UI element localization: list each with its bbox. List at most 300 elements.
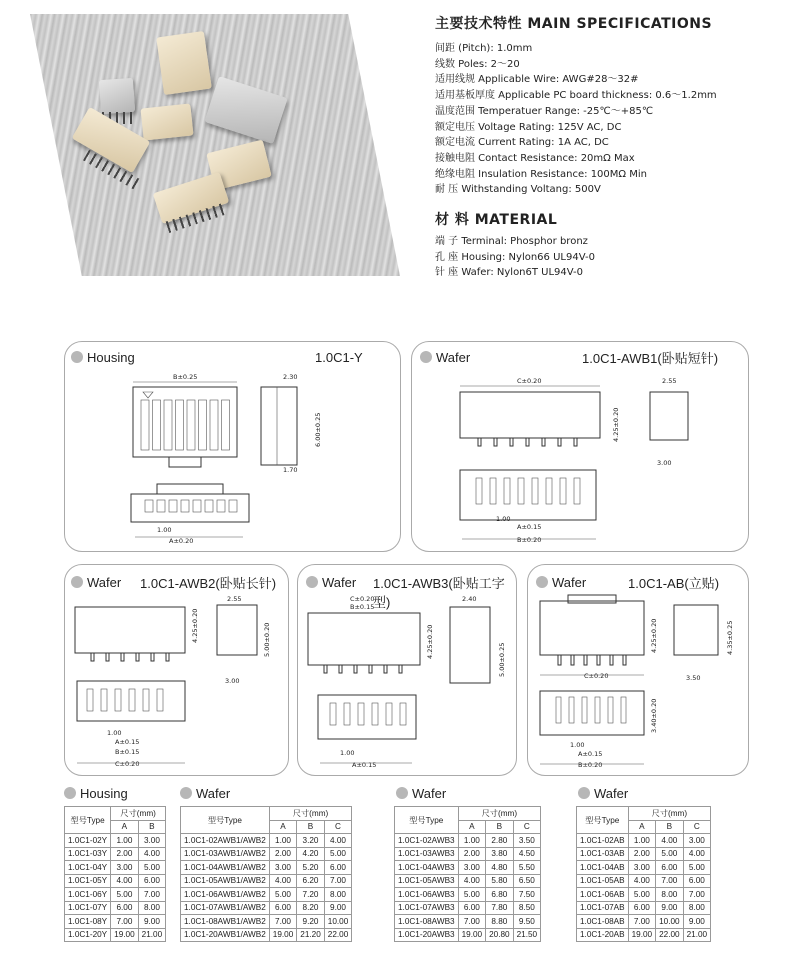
table-cell: 5.00: [628, 888, 656, 902]
table-cell: 10.00: [324, 915, 352, 929]
table-cell: 6.00: [683, 874, 711, 888]
table-cell: 21.00: [138, 928, 166, 942]
pin-shape: [344, 703, 350, 725]
table-cell: 1.0C1-05AWB1/AWB2: [181, 874, 270, 888]
table-cell: 6.20: [297, 874, 325, 888]
dim-300: 3.00: [657, 459, 672, 467]
pin-shape: [518, 478, 524, 504]
table-cell: 1.0C1-20AWB3: [395, 928, 459, 942]
table-cell: 9.00: [683, 915, 711, 929]
table-row: [395, 901, 541, 915]
table-cell: 3.00: [111, 861, 139, 875]
pin-shape: [476, 478, 482, 504]
pin-shape: [595, 697, 600, 723]
dim-a: A±0.15: [115, 738, 140, 746]
table-cell: 19.00: [111, 928, 139, 942]
size-header: 尺寸(mm): [111, 807, 166, 821]
column-header: A: [628, 820, 656, 834]
pin-shape: [151, 653, 154, 661]
column-header: B: [486, 820, 514, 834]
table-cell: 5.00: [458, 888, 486, 902]
pin-shape: [546, 478, 552, 504]
pin-shape: [372, 703, 378, 725]
table-cell: 7.20: [297, 888, 325, 902]
spec-line: 额定电流 Current Rating: 1A AC, DC: [435, 137, 609, 149]
pin-shape: [504, 478, 510, 504]
awb3-table-title: Wafer: [396, 786, 446, 801]
spec-line: 线数 Poles: 2～20: [435, 58, 520, 70]
pin-shape: [584, 655, 587, 665]
pin-shape: [558, 655, 561, 665]
table-cell: 1.0C1-06AWB3: [395, 888, 459, 902]
table-cell: 1.0C1-04AWB3: [395, 861, 459, 875]
table-row: [577, 915, 711, 929]
table-cell: 4.00: [269, 874, 297, 888]
table-row: [65, 888, 166, 902]
table-cell: 1.0C1-05AWB3: [395, 874, 459, 888]
table-cell: 3.80: [486, 847, 514, 861]
table-row: [395, 928, 541, 942]
awb1-panel-title: Wafer: [420, 350, 470, 365]
table-cell: 1.0C1-02Y: [65, 834, 111, 848]
awb12-table-title: Wafer: [180, 786, 230, 801]
table-cell: 3.20: [297, 834, 325, 848]
dim-a: A±0.15: [352, 761, 377, 769]
table-row: [65, 861, 166, 875]
table-row: [65, 928, 166, 942]
awb2-panel-title: Wafer: [71, 575, 121, 590]
column-header: B: [656, 820, 684, 834]
table-cell: 1.0C1-07AWB3: [395, 901, 459, 915]
pin-shape: [143, 689, 149, 711]
dim-c: C±0.20: [115, 760, 140, 768]
table-cell: 5.80: [486, 874, 514, 888]
dim-a: A±0.15: [578, 750, 603, 758]
ab-panel-model: 1.0C1-AB(立贴): [628, 576, 720, 591]
table-cell: 1.0C1-02AB: [577, 834, 629, 848]
pin-shape: [621, 697, 626, 723]
table-cell: 4.00: [324, 834, 352, 848]
size-header: 尺寸(mm): [458, 807, 541, 821]
pin-shape: [369, 665, 372, 673]
pin-shape: [610, 655, 613, 665]
dim-100: 1.00: [570, 741, 585, 749]
dim-b: B±0.20: [578, 761, 603, 769]
pin-shape: [597, 655, 600, 665]
pin-shape: [354, 665, 357, 673]
pin-shape: [490, 478, 496, 504]
bullet-dot-icon: [180, 787, 192, 799]
pin-shape: [582, 697, 587, 723]
table-cell: 4.50: [513, 847, 541, 861]
spec-line: 适用基板厚度 Applicable PC board thickness: 0.6～1.2mm: [435, 90, 717, 102]
table-cell: 1.0C1-06Y: [65, 888, 111, 902]
table-row: [577, 834, 711, 848]
table-row: [395, 888, 541, 902]
table-cell: 2.00: [458, 847, 486, 861]
pin-shape: [210, 400, 218, 450]
column-header: C: [324, 820, 352, 834]
table-cell: 8.20: [297, 901, 325, 915]
table-row: [577, 928, 711, 942]
table-row: [577, 901, 711, 915]
spec-line: 绝缘电阻 Insulation Resistance: 100MΩ Min: [435, 168, 647, 180]
pin-shape: [136, 653, 139, 661]
table-cell: 6.00: [656, 861, 684, 875]
awb3-panel-title: Wafer: [306, 575, 356, 590]
dim-100: 1.00: [157, 526, 172, 534]
table-cell: 1.0C1-20AWB1/AWB2: [181, 928, 270, 942]
pin-shape: [560, 478, 566, 504]
table-cell: 2.00: [111, 847, 139, 861]
table-cell: 1.0C1-07Y: [65, 901, 111, 915]
bullet-dot-icon: [578, 787, 590, 799]
pin-shape: [91, 653, 94, 661]
product-photo: [30, 14, 400, 276]
pin-shape: [571, 655, 574, 665]
pin-shape: [384, 665, 387, 673]
table-cell: 7.00: [324, 874, 352, 888]
pin-shape: [106, 653, 109, 661]
table-cell: 1.0C1-07AB: [577, 901, 629, 915]
pin-shape: [101, 689, 107, 711]
table-cell: 8.00: [656, 888, 684, 902]
table-cell: 21.50: [513, 928, 541, 942]
table-row: [181, 888, 352, 902]
dim-b: B±0.20: [517, 536, 542, 544]
dim-255: 2.55: [662, 377, 677, 385]
table-cell: 5.50: [513, 861, 541, 875]
table-cell: 7.00: [683, 888, 711, 902]
awb1-panel-model: 1.0C1-AWB1(卧贴短针): [582, 351, 719, 366]
dim-c: C±0.20: [517, 377, 542, 385]
ab-drawing: [528, 565, 748, 775]
dim-300: 3.00: [225, 677, 240, 685]
table-cell: 9.50: [513, 915, 541, 929]
dim-240: 2.40: [462, 595, 477, 603]
table-row: [395, 915, 541, 929]
table-row: [181, 915, 352, 929]
table-cell: 6.00: [324, 861, 352, 875]
table-row: [65, 874, 166, 888]
pin-shape: [169, 500, 177, 512]
dim-500: 5.00±0.20: [263, 622, 271, 657]
pin-shape: [115, 689, 121, 711]
dim-425: 4.25±0.20: [426, 624, 434, 659]
table-cell: 6.80: [486, 888, 514, 902]
pin-shape: [205, 500, 213, 512]
table-cell: 1.0C1-08Y: [65, 915, 111, 929]
table-cell: 1.00: [111, 834, 139, 848]
dim-170: 1.70: [283, 466, 298, 474]
table-cell: 1.0C1-06AB: [577, 888, 629, 902]
table-cell: 1.0C1-03AWB1/AWB2: [181, 847, 270, 861]
awb12-table: [180, 806, 352, 942]
pin-shape: [199, 400, 207, 450]
pin-shape: [556, 697, 561, 723]
ab-panel-title: Wafer: [536, 575, 586, 590]
pin-shape: [608, 697, 613, 723]
pin-shape: [358, 703, 364, 725]
dim-350: 3.50: [686, 674, 701, 682]
dim-425: 4.25±0.20: [650, 618, 658, 653]
awb3-table: [394, 806, 541, 942]
table-row: [577, 874, 711, 888]
table-cell: 21.20: [297, 928, 325, 942]
table-row: [395, 874, 541, 888]
table-row: [181, 928, 352, 942]
table-cell: 1.0C1-06AWB1/AWB2: [181, 888, 270, 902]
ab-drawing-panel: [527, 564, 749, 776]
table-cell: 8.00: [324, 888, 352, 902]
table-cell: 3.50: [513, 834, 541, 848]
awb1-drawing-panel: [411, 341, 749, 552]
table-row: [65, 901, 166, 915]
material-title: 材 料 MATERIAL: [435, 212, 558, 228]
table-cell: 5.00: [111, 888, 139, 902]
table-cell: 10.00: [656, 915, 684, 929]
column-header: A: [111, 820, 139, 834]
spec-line: 接触电阻 Contact Resistance: 20mΩ Max: [435, 152, 635, 164]
table-cell: 1.0C1-04Y: [65, 861, 111, 875]
table-cell: 6.00: [628, 901, 656, 915]
dim-600: 6.00±0.25: [314, 412, 322, 447]
pin-shape: [176, 400, 184, 450]
spec-line: 温度范围 Temperatuer Range: -25℃～+85℃: [435, 105, 654, 117]
table-cell: 1.0C1-04AB: [577, 861, 629, 875]
table-cell: 6.00: [269, 901, 297, 915]
table-cell: 4.00: [138, 847, 166, 861]
column-header: C: [683, 820, 711, 834]
table-cell: 2.80: [486, 834, 514, 848]
awb3-drawing-panel: [297, 564, 517, 776]
pin-shape: [229, 500, 237, 512]
awb3-drawing: [298, 565, 516, 775]
pin-shape: [542, 438, 545, 446]
awb1-drawing: [412, 342, 748, 551]
table-row: [65, 834, 166, 848]
table-cell: 9.00: [138, 915, 166, 929]
table-row: [395, 861, 541, 875]
material-line: 针 座 Wafer: Nylon6T UL94V-0: [435, 267, 584, 279]
table-cell: 1.00: [628, 834, 656, 848]
table-cell: 4.00: [458, 874, 486, 888]
type-header: 型号Type: [65, 807, 111, 834]
table-cell: 6.00: [458, 901, 486, 915]
table-cell: 3.00: [269, 861, 297, 875]
bullet-dot-icon: [396, 787, 408, 799]
pin-shape: [569, 697, 574, 723]
pin-shape: [164, 400, 172, 450]
dim-230: 2.30: [283, 373, 298, 381]
table-cell: 5.00: [683, 861, 711, 875]
table-cell: 19.00: [458, 928, 486, 942]
pin-shape: [217, 500, 225, 512]
table-cell: 1.0C1-02AWB3: [395, 834, 459, 848]
table-row: [577, 861, 711, 875]
table-cell: 1.0C1-05Y: [65, 874, 111, 888]
pin-shape: [181, 500, 189, 512]
table-cell: 20.80: [486, 928, 514, 942]
ab-table-title: Wafer: [578, 786, 628, 801]
bullet-dot-icon: [64, 787, 76, 799]
table-cell: 3.00: [458, 861, 486, 875]
pin-shape: [478, 438, 481, 446]
pin-shape: [157, 689, 163, 711]
pin-shape: [526, 438, 529, 446]
ab-table: [576, 806, 711, 942]
table-cell: 9.00: [324, 901, 352, 915]
table-cell: 19.00: [269, 928, 297, 942]
awb3-panel-model: 1.0C1-AWB3(卧贴工字型): [373, 576, 505, 610]
table-cell: 4.00: [111, 874, 139, 888]
table-cell: 9.20: [297, 915, 325, 929]
dim-a: A±0.20: [169, 537, 194, 545]
pin-shape: [510, 438, 513, 446]
pin-shape: [129, 689, 135, 711]
dim-b: B±0.15: [115, 748, 140, 756]
table-row: [181, 834, 352, 848]
table-cell: 5.20: [297, 861, 325, 875]
table-cell: 1.00: [458, 834, 486, 848]
table-cell: 5.00: [138, 861, 166, 875]
pin-shape: [574, 478, 580, 504]
pin-shape: [558, 438, 561, 446]
table-cell: 4.20: [297, 847, 325, 861]
pin-shape: [623, 655, 626, 665]
table-cell: 22.00: [656, 928, 684, 942]
table-cell: 1.0C1-08AWB3: [395, 915, 459, 929]
column-header: C: [513, 820, 541, 834]
table-row: [181, 874, 352, 888]
dim-255: 2.55: [227, 595, 242, 603]
table-row: [181, 861, 352, 875]
dim-500: 5.00±0.25: [498, 642, 506, 677]
pin-shape: [145, 500, 153, 512]
pin-shape: [494, 438, 497, 446]
housing-drawing-panel: [64, 341, 401, 552]
table-cell: 1.0C1-08AB: [577, 915, 629, 929]
table-cell: 2.00: [628, 847, 656, 861]
awb2-drawing: [65, 565, 288, 775]
table-cell: 1.0C1-07AWB1/AWB2: [181, 901, 270, 915]
table-cell: 1.0C1-20Y: [65, 928, 111, 942]
pin-shape: [157, 500, 165, 512]
table-row: [577, 888, 711, 902]
table-row: [181, 847, 352, 861]
table-cell: 1.0C1-05AB: [577, 874, 629, 888]
table-cell: 1.00: [269, 834, 297, 848]
column-header: B: [138, 820, 166, 834]
table-cell: 1.0C1-03Y: [65, 847, 111, 861]
pin-shape: [141, 400, 149, 450]
table-cell: 8.00: [683, 901, 711, 915]
housing-table-title: Housing: [64, 786, 128, 801]
dim-b: B±0.25: [173, 373, 198, 381]
pin-shape: [121, 653, 124, 661]
table-row: [395, 847, 541, 861]
type-header: 型号Type: [181, 807, 270, 834]
table-cell: 1.0C1-20AB: [577, 928, 629, 942]
dim-425: 4.25±0.20: [612, 407, 620, 442]
dim-100: 1.00: [340, 749, 355, 757]
pin-shape: [193, 500, 201, 512]
awb2-panel-model: 1.0C1-AWB2(卧贴长针): [140, 576, 277, 591]
type-header: 型号Type: [577, 807, 629, 834]
dim-100: 1.00: [107, 729, 122, 737]
table-cell: 7.00: [138, 888, 166, 902]
table-cell: 19.00: [628, 928, 656, 942]
specs-list: [435, 41, 717, 198]
pin-shape: [386, 703, 392, 725]
housing-table: [64, 806, 166, 942]
table-cell: 1.0C1-08AWB1/AWB2: [181, 915, 270, 929]
table-cell: 7.00: [656, 874, 684, 888]
table-cell: 7.80: [486, 901, 514, 915]
dim-435: 4.35±0.25: [726, 620, 734, 655]
pin-shape: [166, 653, 169, 661]
table-cell: 1.0C1-03AWB3: [395, 847, 459, 861]
table-cell: 6.00: [111, 901, 139, 915]
table-cell: 4.00: [628, 874, 656, 888]
table-cell: 5.00: [324, 847, 352, 861]
material-list: [435, 234, 595, 281]
table-cell: 7.50: [513, 888, 541, 902]
size-header: 尺寸(mm): [269, 807, 352, 821]
column-header: B: [297, 820, 325, 834]
dim-b: B±0.15: [350, 603, 375, 611]
table-cell: 3.00: [628, 861, 656, 875]
dim-340: 3.40±0.20: [650, 698, 658, 733]
table-cell: 8.50: [513, 901, 541, 915]
table-cell: 9.00: [656, 901, 684, 915]
pin-shape: [532, 478, 538, 504]
table-row: [577, 847, 711, 861]
dim-100: 1.00: [496, 515, 511, 523]
table-cell: 4.00: [683, 847, 711, 861]
pin-shape: [399, 665, 402, 673]
table-cell: 22.00: [324, 928, 352, 942]
specs-title: 主要技术特性 MAIN SPECIFICATIONS: [435, 16, 713, 32]
table-cell: 8.00: [138, 901, 166, 915]
table-cell: 5.00: [269, 888, 297, 902]
spec-line: 间距 (Pitch): 1.0mm: [435, 43, 533, 54]
table-cell: 6.50: [513, 874, 541, 888]
pin-shape: [339, 665, 342, 673]
table-cell: 5.00: [656, 847, 684, 861]
dim-a: A±0.15: [517, 523, 542, 531]
pin-shape: [400, 703, 406, 725]
table-cell: 21.00: [683, 928, 711, 942]
table-row: [181, 901, 352, 915]
spec-line: 适用线规 Applicable Wire: AWG#28～32#: [435, 74, 639, 86]
table-cell: 8.80: [486, 915, 514, 929]
pin-shape: [153, 400, 161, 450]
housing-drawing: [65, 342, 400, 551]
material-line: 端 子 Terminal: Phosphor bronz: [435, 236, 588, 247]
pin-shape: [187, 400, 195, 450]
table-cell: 3.00: [683, 834, 711, 848]
table-cell: 7.00: [628, 915, 656, 929]
size-header: 尺寸(mm): [628, 807, 711, 821]
table-cell: 7.00: [269, 915, 297, 929]
pin-shape: [330, 703, 336, 725]
column-header: A: [458, 820, 486, 834]
type-header: 型号Type: [395, 807, 459, 834]
material-line: 孔 座 Housing: Nylon66 UL94V-0: [435, 251, 595, 263]
table-cell: 7.00: [111, 915, 139, 929]
table-cell: 3.00: [138, 834, 166, 848]
